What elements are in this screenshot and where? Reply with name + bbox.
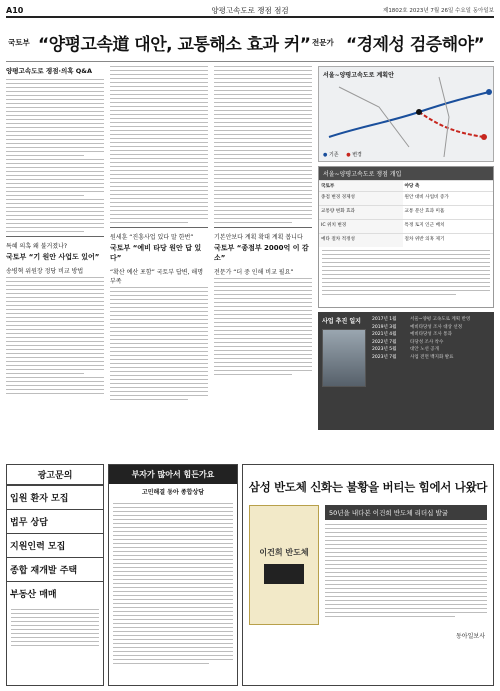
timeline-date: 2022년 7월 (372, 339, 397, 345)
timeline-text: 예비타당성 조사 통과 (410, 332, 452, 337)
consulting-ad-sub: 고민해결 동아 종합상담 (141, 489, 205, 496)
classified-label: 지원인력 모집 (10, 542, 66, 552)
headline-band (6, 20, 494, 62)
timeline-item (372, 339, 490, 345)
article-column-3 (214, 66, 312, 460)
timeline-item (372, 346, 490, 352)
classified-label: 입원 환자 모집 (10, 494, 69, 504)
book-ad (242, 464, 494, 686)
table-row (319, 191, 493, 205)
timeline-text: 타당성 조사 착수 (410, 339, 444, 345)
table-cell: 원안 대비 사업비 증가 (404, 195, 449, 200)
classified-row (7, 485, 103, 509)
timeline-item (372, 324, 490, 330)
headline-right-tag: 전문가 (312, 38, 334, 47)
classified-row (7, 509, 103, 533)
timeline-date: 2017년 1월 (372, 317, 397, 322)
column3-sub2: 국토부 “종점부 2000억 이 감소” (214, 244, 309, 262)
article-column-2 (110, 66, 208, 460)
dispute-col-b: 야당 측 (404, 184, 420, 189)
timeline-box (318, 312, 494, 430)
dispute-table (318, 166, 494, 308)
map-legend: ● 기존 ● 변경 (323, 152, 362, 158)
section-title: 양평고속도로 쟁점 점검 (211, 5, 289, 15)
timeline-date: 2023년 7월 (372, 354, 397, 360)
issue-info: 제1802호 2023년 7월 26일 수요일 동아일보 (383, 8, 494, 14)
table-row (319, 205, 493, 219)
legend-changed: 변경 (352, 152, 362, 158)
route-map (318, 66, 494, 162)
table-cell: 예타 절차 적정성 (319, 234, 403, 247)
book-cover (249, 505, 319, 625)
graphics-column (318, 66, 494, 460)
classified-label: 종합 재개발 주택 (10, 566, 78, 576)
legend-original: 기존 (328, 152, 339, 158)
classified-title: 광고문의 (7, 465, 103, 485)
table-cell: 종점 변경 경제성 (319, 192, 403, 205)
column2-box3: “확산 예산 포함” 국토부 답변, 해명 부족 (110, 269, 204, 285)
table-row (319, 233, 493, 247)
book-publisher: 동아일보사 (456, 633, 485, 640)
book-ad-sub: 50년을 내다본 이건희 반도체 리더십 발굴 (325, 505, 487, 520)
dispute-title: 서울~양평고속도로 쟁점 개입 (319, 167, 493, 180)
timeline-date: 2019년 3월 (372, 324, 397, 330)
classified-row (7, 581, 103, 605)
column3-sub3: 전문가 “더 중 인해 비교 필요” (214, 269, 294, 276)
timeline-text: 예비타당성 조사 대상 선정 (410, 324, 463, 330)
table-cell: 교통량 변화 효과 (319, 206, 403, 219)
table-cell: 특정 토지 인근 배치 (404, 223, 445, 228)
timeline-date: 2021년 4월 (372, 332, 397, 337)
classified-row (7, 533, 103, 557)
classified-label: 법무 상담 (10, 518, 48, 528)
timeline-text: 사업 전면 백지화 발표 (410, 354, 454, 360)
map-title: 서울~양평고속도로 계획안 (323, 72, 394, 79)
dispute-col-a: 국토부 (319, 181, 403, 191)
column2-box1: 원세훈 “진흥사업 있다 말 한번” (110, 234, 194, 241)
timeline-item (372, 354, 490, 360)
map-graphic (319, 67, 493, 161)
table-cell: 절차 위반 의혹 제기 (404, 237, 445, 242)
page-number: A10 (6, 5, 24, 15)
column1-sub2: 국토부 “기 원안 사업도 있어” (6, 253, 100, 261)
column1-sub3: 송병혁 위원장 정당 비교 방법 (6, 268, 84, 275)
timeline-text: 대안 노선 공개 (410, 347, 439, 352)
headline-left-tag: 국토부 (8, 38, 30, 47)
table-cell: IC 위치 변경 (319, 220, 403, 233)
headline-left: “양평고속道 대안, 교통해소 효과 커” (38, 35, 311, 55)
page-header (6, 4, 494, 18)
book-ad-title: 삼성 반도체 신화는 불황을 버티는 힘에서 나왔다 (248, 480, 488, 494)
column1-sub1: 특혜 의혹 왜 불거졌나? (6, 243, 68, 250)
timeline-item (372, 316, 490, 322)
table-row (319, 219, 493, 233)
classified-label: 부동산 매매 (10, 590, 57, 600)
column2-box2: 국토부 “예비 타당 원안 답 있다” (110, 244, 202, 262)
consulting-ad-title: 부자가 많아서 힘든가요 (109, 465, 237, 484)
table-cell: 교통 분산 효과 미흡 (404, 209, 445, 214)
article-column-1 (6, 66, 104, 460)
timeline-date: 2023년 5월 (372, 347, 397, 352)
timeline-title: 사업 추진 일지 (322, 318, 361, 325)
column1-lead: 양평고속도로 쟁점·의혹 Q&A (6, 67, 93, 75)
consulting-ad (108, 464, 238, 686)
timeline-text: 서울~양평 고속도로 계획 반영 (410, 317, 471, 322)
portrait-photo (322, 329, 366, 387)
classified-row (7, 557, 103, 581)
book-cover-title: 이건희 반도체 (259, 547, 309, 557)
headline-right: “경제성 검증해야” (346, 35, 485, 55)
column3-sub1: 기본안보다 계획 확대 계획 봅니다 (214, 234, 303, 241)
timeline-item (372, 331, 490, 337)
classified-ad (6, 464, 104, 686)
